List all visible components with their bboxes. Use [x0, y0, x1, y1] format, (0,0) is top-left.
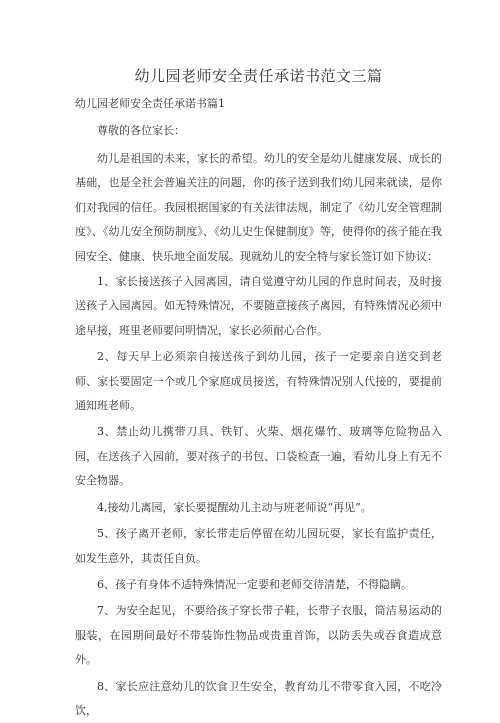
greeting: 尊敬的各位家长： [97, 124, 185, 137]
clause-3: 3、禁止幼儿携带刀具、铁钉、火柴、烟花爆竹、玻璃等危险物品入园，在送孩子入园前，要对孩子的书包、口袋检查一遍，看幼儿身上有无不安全物器。 [75, 425, 442, 488]
clause-6: 6、孩子有身体不适特殊情况一定要和老师交待清楚，不得隐瞒。 [97, 577, 412, 591]
clause-4: 4,接幼儿离园，家长要提醒幼儿主动与班老师说“再见”。 [97, 500, 372, 514]
document-title: 幼儿园老师安全责任承诺书范文三篇 [134, 67, 383, 85]
section-subtitle: 幼儿园老师安全责任承诺书篇1 [75, 97, 225, 110]
clause-5: 5、孩子离开老师，家长带走后停留在幼儿园玩耍，家长有监护责任，如发生意外，其责任自负。 [75, 527, 442, 565]
clause-7: 7、为安全起见，不要给孩子穿长带子鞋，长带子衣服，筒洁易运动的服装，在园期间最好不带装饰性物品或贵重首饰，以防丢失或吞食造成意外。 [75, 604, 442, 667]
intro-paragraph: 幼儿是祖国的未来，家长的希望。幼儿的安全是幼儿健康发展、成长的基础，也是全社会普遍关注的问题，你的孩子送到我们幼儿园来就读，是你们对我园的信任。我园根据国家的有关法律法规，制定了《幼儿安全管理制度》、《幼儿安全预防制度》、《幼儿史生保健制度》等，使得你的孩子能在我园安全、健康、快乐地全面发展。现就幼儿的安全特与家长签订如下协议： [75, 152, 442, 263]
clause-2: 2、每天早上必须亲自接送孩子到幼儿园，孩子一定要亲自送交到老师、家长要固定一个或几个家庭成员接送，有特殊情况别人代接的，要提前通知班老师。 [75, 350, 442, 413]
clause-1: 1、家长接送孩子入园离园，请自觉遵守幼儿园的作息时间表，及时接送孩子入园离园。如无特殊情况，不要随意接孩子离园，有特殊情况必须中途早接，班里老师要问明情况，家长必须耐心合作。 [75, 275, 442, 337]
clause-8: 8、家长应注意幼儿的饮食卫生安全，教育幼儿不带零食入园，不吃冷饮， [75, 679, 442, 717]
